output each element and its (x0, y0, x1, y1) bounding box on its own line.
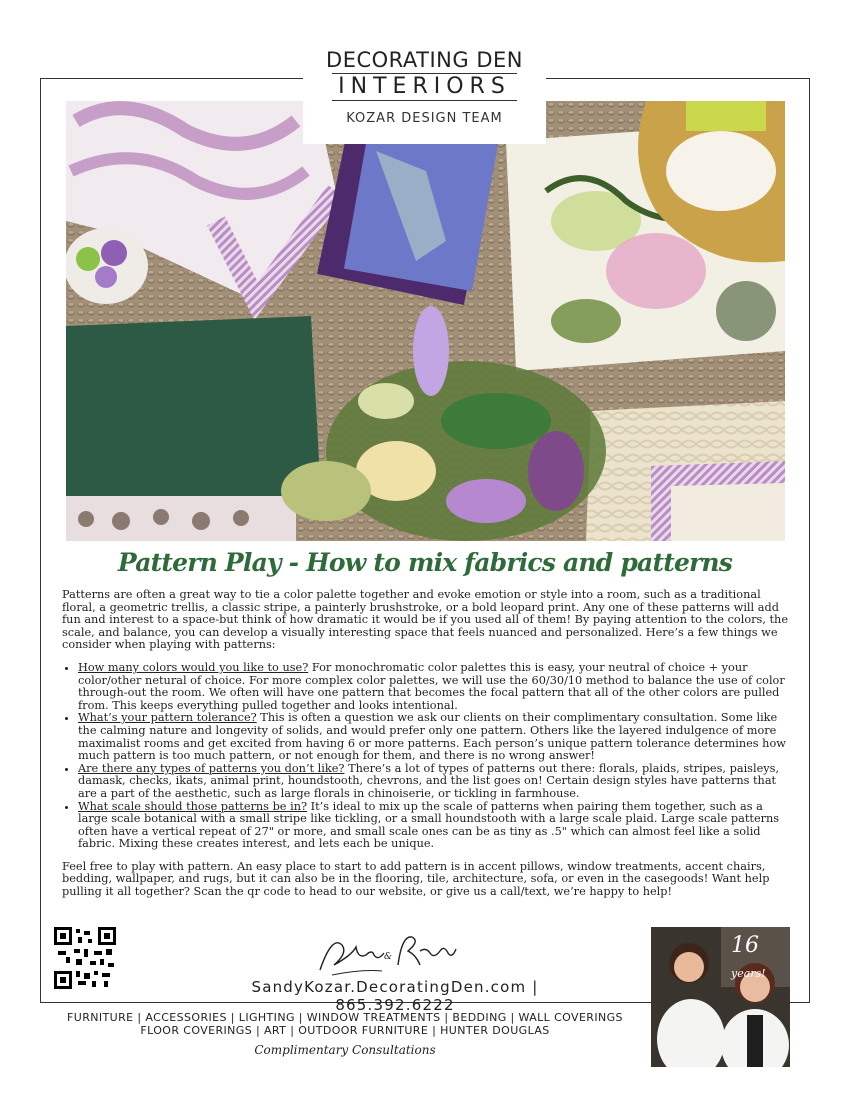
years-number: 16 (731, 933, 759, 958)
question: Are there any types of patterns you don’t like? (78, 761, 345, 775)
list-item (78, 662, 792, 712)
answer: For monochromatic color palettes this is easy, your neutral of choice + your color/other netural of choice. For more complex color palettes, we will use the 60/30/10 method to balance the use of color through-out the room. We often will have one pattern that becomes the focal pattern that all of the other colors are pulled from. This keeps everything pulled together and looks intentional. (78, 660, 785, 712)
anniversary-badge (731, 933, 790, 983)
answer: There’s a lot of types of patterns out there: florals, plaids, stripes, paisleys, damask, checks, ikats, animal print, houndstooth, chevrons, and the list goes on! Certain design styles have patterns that are a part of the aesthetic, such as large florals in chinoiserie, or tickling in farmhouse. (78, 761, 780, 800)
article-body (62, 589, 792, 899)
svg-text:&: & (384, 952, 393, 962)
logo-interiors: INTERIORS (332, 73, 517, 101)
tagline: Complimentary Consultations (254, 1043, 436, 1057)
hero-photo (66, 101, 785, 541)
list-item (78, 763, 792, 801)
years-label: years! (731, 967, 766, 980)
qr-code[interactable] (54, 927, 116, 989)
logo (303, 40, 546, 144)
closing-paragraph: Feel free to play with pattern. An easy place to start to add pattern is in accent pillows, window treatments, accent chairs, bedding, wallpaper, and rugs, but it can also be in the flooring, tile, architecture, sofa, or even in the casegoods! Want help pulling it all together? Scan the qr code to head to our website, or give us a call/text, we’re happy to help! (62, 859, 770, 899)
logo-brand-name: DECORATING DEN (326, 48, 523, 72)
services-line-1: FURNITURE | ACCESSORIES | LIGHTING | WINDOW TREATMENTS | BEDDING | WALL COVERINGS (67, 1011, 623, 1024)
answer: It’s ideal to mix up the scale of patterns when pairing them together, such as a large scale botanical with a small stripe like tickling, or a small houndstooth with a large scale plaid. Large scale patterns often have a vertical repeat of 27" or more, and small scale ones can be as tiny as .5" which can almost feel like a solid fabric. Mixing these creates interest, and lets each be unique. (78, 799, 780, 851)
intro-paragraph: Patterns are often a great way to tie a color palette together and evoke emotion or style into a room, such as a traditional floral, a geometric trellis, a classic stripe, a painterly brushstroke, or a bold leopard print. Any one of these patterns will add fun and interest to a space-but think of how dramatic it would be if you used all of them! By paying attention to the colors, the scale, and balance, you can develop a visually interesting space that feels nuanced and personalized. Here’s a few things we consider when playing with patterns: (62, 588, 789, 652)
question: What’s your pattern tolerance? (78, 711, 257, 725)
team-photo (651, 927, 790, 1067)
list-item (78, 712, 792, 762)
article-title: Pattern Play - How to mix fabrics and patterns (117, 548, 733, 577)
answer: This is often a question we ask our clients on their complimentary consultation. Some like the calming nature and longevity of solids, and would prefer only one pattern. Others like the layered indulgence of more maximalist rooms and get excited from having 6 or more patterns. Each person’s unique pattern tolerance determines how much pattern is too much pattern, or not enough for them, and there is no wrong answer! (78, 711, 786, 763)
contact-info[interactable]: SandyKozar.DecoratingDen.com | 865.392.6222 (251, 978, 539, 1014)
signature (312, 925, 462, 984)
logo-team-name: KOZAR DESIGN TEAM (346, 111, 503, 126)
services-line-2: FLOOR COVERINGS | ART | OUTDOOR FURNITURE | HUNTER DOUGLAS (140, 1024, 550, 1037)
question: How many colors would you like to use? (78, 660, 309, 674)
tips-list (62, 662, 792, 851)
question: What scale should those patterns be in? (78, 799, 308, 813)
list-item (78, 801, 792, 851)
